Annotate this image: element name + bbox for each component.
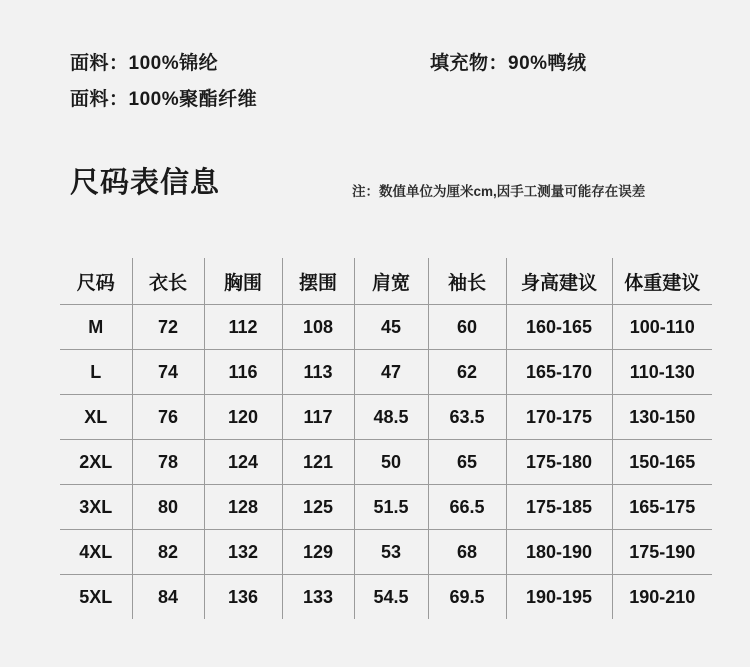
column-header: 摆围 — [282, 258, 354, 305]
cell-length: 78 — [132, 440, 204, 485]
column-header: 肩宽 — [354, 258, 428, 305]
cell-weight: 110-130 — [612, 350, 712, 395]
column-header: 袖长 — [428, 258, 506, 305]
cell-shoulder: 47 — [354, 350, 428, 395]
cell-height: 165-170 — [506, 350, 612, 395]
cell-sleeve: 62 — [428, 350, 506, 395]
cell-shoulder: 50 — [354, 440, 428, 485]
cell-weight: 130-150 — [612, 395, 712, 440]
column-header: 身高建议 — [506, 258, 612, 305]
table-row — [60, 305, 712, 350]
cell-sleeve: 69.5 — [428, 575, 506, 620]
page-title: 尺码表信息 — [70, 167, 221, 199]
cell-length: 72 — [132, 305, 204, 350]
cell-size: 2XL — [60, 440, 132, 485]
cell-hem: 117 — [282, 395, 354, 440]
cell-length: 82 — [132, 530, 204, 575]
material-row — [0, 48, 750, 84]
measurement-note: 注：数值单位为厘米cm,因手工测量可能存在误差 — [352, 184, 646, 199]
material-info-block — [0, 48, 750, 120]
cell-shoulder: 48.5 — [354, 395, 428, 440]
cell-weight: 150-165 — [612, 440, 712, 485]
cell-bust: 120 — [204, 395, 282, 440]
cell-shoulder: 54.5 — [354, 575, 428, 620]
cell-height: 180-190 — [506, 530, 612, 575]
cell-sleeve: 66.5 — [428, 485, 506, 530]
cell-size: XL — [60, 395, 132, 440]
cell-hem: 129 — [282, 530, 354, 575]
cell-bust: 132 — [204, 530, 282, 575]
cell-height: 190-195 — [506, 575, 612, 620]
cell-height: 160-165 — [506, 305, 612, 350]
cell-bust: 136 — [204, 575, 282, 620]
material-row — [0, 84, 750, 120]
table-row — [60, 485, 712, 530]
fabric-line-2: 面料：100%聚酯纤维 — [70, 89, 258, 110]
column-header: 衣长 — [132, 258, 204, 305]
column-header: 胸围 — [204, 258, 282, 305]
cell-bust: 128 — [204, 485, 282, 530]
table-row — [60, 395, 712, 440]
cell-shoulder: 53 — [354, 530, 428, 575]
cell-bust: 116 — [204, 350, 282, 395]
cell-sleeve: 63.5 — [428, 395, 506, 440]
cell-hem: 121 — [282, 440, 354, 485]
cell-sleeve: 60 — [428, 305, 506, 350]
cell-shoulder: 45 — [354, 305, 428, 350]
cell-hem: 125 — [282, 485, 354, 530]
cell-length: 76 — [132, 395, 204, 440]
table-row — [60, 530, 712, 575]
cell-hem: 133 — [282, 575, 354, 620]
cell-size: 5XL — [60, 575, 132, 620]
cell-size: M — [60, 305, 132, 350]
cell-size: 4XL — [60, 530, 132, 575]
cell-length: 80 — [132, 485, 204, 530]
cell-height: 175-180 — [506, 440, 612, 485]
cell-weight: 175-190 — [612, 530, 712, 575]
cell-weight: 165-175 — [612, 485, 712, 530]
column-header: 体重建议 — [612, 258, 712, 305]
cell-sleeve: 65 — [428, 440, 506, 485]
cell-sleeve: 68 — [428, 530, 506, 575]
filling-line: 填充物：90%鸭绒 — [430, 53, 587, 74]
cell-size: 3XL — [60, 485, 132, 530]
size-section-header — [0, 160, 750, 206]
fabric-line-1: 面料：100%锦纶 — [70, 53, 219, 74]
cell-weight: 190-210 — [612, 575, 712, 620]
table-row — [60, 350, 712, 395]
cell-hem: 113 — [282, 350, 354, 395]
cell-bust: 124 — [204, 440, 282, 485]
cell-weight: 100-110 — [612, 305, 712, 350]
cell-height: 175-185 — [506, 485, 612, 530]
table-row — [60, 575, 712, 620]
table-header-row — [60, 258, 712, 305]
cell-bust: 112 — [204, 305, 282, 350]
cell-shoulder: 51.5 — [354, 485, 428, 530]
column-header: 尺码 — [60, 258, 132, 305]
size-chart-table — [60, 258, 712, 619]
cell-size: L — [60, 350, 132, 395]
cell-length: 84 — [132, 575, 204, 620]
table-row — [60, 440, 712, 485]
cell-length: 74 — [132, 350, 204, 395]
cell-height: 170-175 — [506, 395, 612, 440]
cell-hem: 108 — [282, 305, 354, 350]
